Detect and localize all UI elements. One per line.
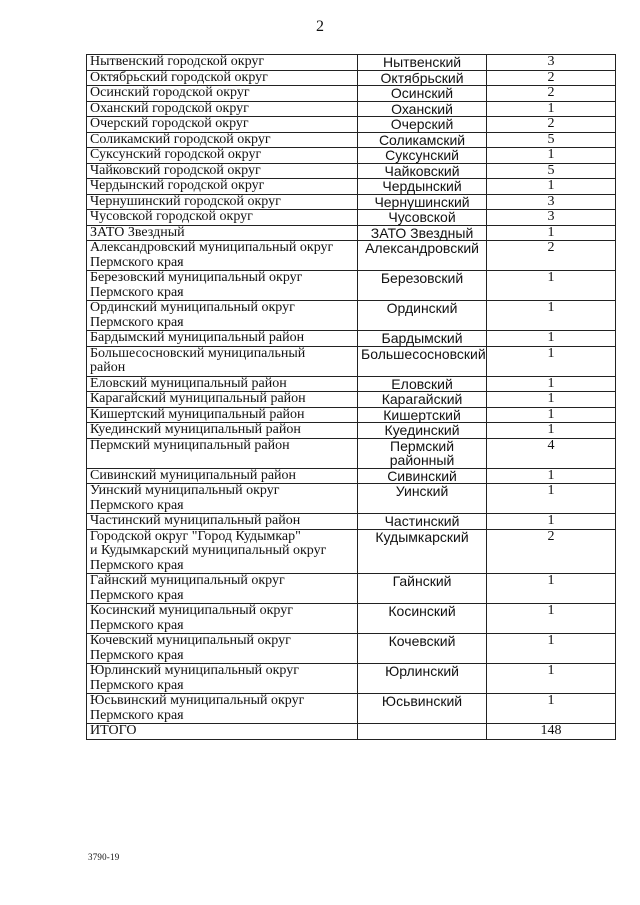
district-name-cell: Косинский муниципальный округ Пермского края [87, 604, 358, 634]
total-row [87, 724, 616, 740]
count-cell: 4 [487, 438, 616, 468]
count-cell: 1 [487, 331, 616, 347]
district-name-cell: Чусовской городской округ [87, 210, 358, 226]
district-name-cell: Куединский муниципальный район [87, 423, 358, 439]
district-short-name-cell: Кудымкарский [358, 529, 487, 574]
table-row [87, 438, 616, 468]
table-row [87, 117, 616, 133]
district-short-name-cell: Чердынский [358, 179, 487, 195]
count-cell: 1 [487, 392, 616, 408]
count-cell: 2 [487, 529, 616, 574]
districts-table [86, 54, 616, 740]
table-row [87, 55, 616, 71]
district-name-cell: Карагайский муниципальный район [87, 392, 358, 408]
table-row [87, 694, 616, 724]
district-name-cell: Городской округ "Город Кудымкар" и Кудымкарский муниципальный округ Пермского края [87, 529, 358, 574]
district-short-name-cell: Еловский [358, 376, 487, 392]
table-row [87, 163, 616, 179]
district-short-name-cell: Соликамский [358, 132, 487, 148]
table-row [87, 101, 616, 117]
district-short-name-cell: Кочевский [358, 634, 487, 664]
table-row [87, 225, 616, 241]
district-short-name-cell: Чернушинский [358, 194, 487, 210]
district-short-name-cell: Частинский [358, 514, 487, 530]
district-short-name-cell: ЗАТО Звездный [358, 225, 487, 241]
count-cell: 1 [487, 407, 616, 423]
table-row [87, 271, 616, 301]
table-row [87, 70, 616, 86]
district-name-cell: Александровский муниципальный округ Пермского края [87, 241, 358, 271]
count-cell: 1 [487, 225, 616, 241]
district-name-cell: Кочевский муниципальный округ Пермского края [87, 634, 358, 664]
count-cell: 5 [487, 163, 616, 179]
district-short-name-cell: Уинский [358, 484, 487, 514]
district-short-name-cell: Чусовской [358, 210, 487, 226]
total-empty-cell [358, 724, 487, 740]
district-short-name-cell: Очерский [358, 117, 487, 133]
table-row [87, 634, 616, 664]
count-cell: 1 [487, 423, 616, 439]
count-cell: 1 [487, 301, 616, 331]
table-row [87, 132, 616, 148]
count-cell: 5 [487, 132, 616, 148]
district-short-name-cell: Чайковский [358, 163, 487, 179]
district-name-cell: Чайковский городской округ [87, 163, 358, 179]
count-cell: 1 [487, 634, 616, 664]
total-label-cell: ИТОГО [87, 724, 358, 740]
table-row [87, 574, 616, 604]
district-short-name-cell: Пермский районный [358, 438, 487, 468]
count-cell: 1 [487, 376, 616, 392]
count-cell: 1 [487, 148, 616, 164]
count-cell: 1 [487, 574, 616, 604]
district-name-cell: Очерский городской округ [87, 117, 358, 133]
table-row [87, 484, 616, 514]
count-cell: 1 [487, 604, 616, 634]
table-row [87, 241, 616, 271]
district-name-cell: Березовский муниципальный округ Пермского края [87, 271, 358, 301]
table-row [87, 86, 616, 102]
table-row [87, 529, 616, 574]
count-cell: 1 [487, 101, 616, 117]
document-code: 3790-19 [88, 852, 120, 862]
district-short-name-cell: Кишертский [358, 407, 487, 423]
district-short-name-cell: Юрлинский [358, 664, 487, 694]
district-name-cell: Юрлинский муниципальный округ Пермского края [87, 664, 358, 694]
table-row [87, 346, 616, 376]
table-row [87, 664, 616, 694]
table-row [87, 331, 616, 347]
count-cell: 1 [487, 468, 616, 484]
count-cell: 1 [487, 514, 616, 530]
district-name-cell: ЗАТО Звездный [87, 225, 358, 241]
district-short-name-cell: Ординский [358, 301, 487, 331]
count-cell: 1 [487, 694, 616, 724]
count-cell: 2 [487, 241, 616, 271]
district-short-name-cell: Сивинский [358, 468, 487, 484]
district-short-name-cell: Большесосновский [358, 346, 487, 376]
district-short-name-cell: Нытвенский [358, 55, 487, 71]
district-name-cell: Бардымский муниципальный район [87, 331, 358, 347]
count-cell: 3 [487, 210, 616, 226]
district-name-cell: Осинский городской округ [87, 86, 358, 102]
count-cell: 2 [487, 86, 616, 102]
district-short-name-cell: Куединский [358, 423, 487, 439]
count-cell: 1 [487, 271, 616, 301]
district-name-cell: Юсьвинский муниципальный округ Пермского края [87, 694, 358, 724]
count-cell: 1 [487, 664, 616, 694]
count-cell: 1 [487, 179, 616, 195]
district-name-cell: Пермский муниципальный район [87, 438, 358, 468]
table-row [87, 148, 616, 164]
table-row [87, 301, 616, 331]
page-number: 2 [316, 18, 324, 35]
district-name-cell: Сивинский муниципальный район [87, 468, 358, 484]
district-name-cell: Кишертский муниципальный район [87, 407, 358, 423]
district-name-cell: Уинский муниципальный округ Пермского края [87, 484, 358, 514]
district-name-cell: Суксунский городской округ [87, 148, 358, 164]
district-name-cell: Оханский городской округ [87, 101, 358, 117]
district-name-cell: Гайнский муниципальный округ Пермского края [87, 574, 358, 604]
district-name-cell: Ординский муниципальный округ Пермского края [87, 301, 358, 331]
count-cell: 1 [487, 484, 616, 514]
table-row [87, 392, 616, 408]
district-short-name-cell: Александровский [358, 241, 487, 271]
table-row [87, 407, 616, 423]
district-short-name-cell: Осинский [358, 86, 487, 102]
count-cell: 1 [487, 346, 616, 376]
table-row [87, 179, 616, 195]
count-cell: 3 [487, 55, 616, 71]
district-short-name-cell: Бардымский [358, 331, 487, 347]
district-short-name-cell: Юсьвинский [358, 694, 487, 724]
district-name-cell: Октябрьский городской округ [87, 70, 358, 86]
district-short-name-cell: Гайнский [358, 574, 487, 604]
count-cell: 3 [487, 194, 616, 210]
district-name-cell: Соликамский городской округ [87, 132, 358, 148]
table-row [87, 423, 616, 439]
table-row [87, 210, 616, 226]
district-name-cell: Еловский муниципальный район [87, 376, 358, 392]
district-name-cell: Чердынский городской округ [87, 179, 358, 195]
district-name-cell: Большесосновский муниципальный район [87, 346, 358, 376]
district-name-cell: Нытвенский городской округ [87, 55, 358, 71]
table-row [87, 376, 616, 392]
total-count-cell: 148 [487, 724, 616, 740]
district-name-cell: Чернушинский городской округ [87, 194, 358, 210]
count-cell: 2 [487, 70, 616, 86]
district-short-name-cell: Березовский [358, 271, 487, 301]
table-row [87, 604, 616, 634]
district-short-name-cell: Оханский [358, 101, 487, 117]
table-row [87, 194, 616, 210]
table-row [87, 468, 616, 484]
district-name-cell: Частинский муниципальный район [87, 514, 358, 530]
district-short-name-cell: Косинский [358, 604, 487, 634]
table-row [87, 514, 616, 530]
district-short-name-cell: Октябрьский [358, 70, 487, 86]
count-cell: 2 [487, 117, 616, 133]
table-body [87, 55, 616, 740]
district-short-name-cell: Карагайский [358, 392, 487, 408]
district-short-name-cell: Суксунский [358, 148, 487, 164]
